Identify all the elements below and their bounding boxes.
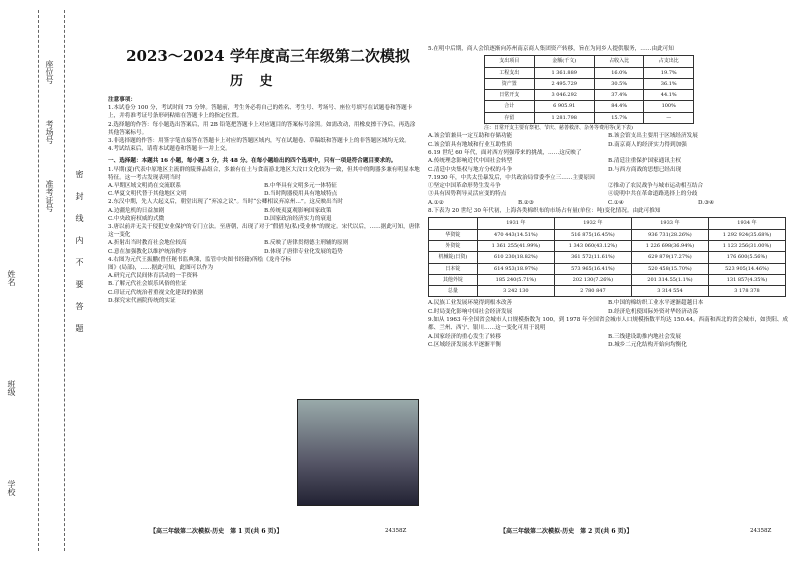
notes-heading: 注意事项： [108,97,136,103]
notes-block [108,96,420,305]
options-9: A.国家经济的重心发生了转移 B.三线建设助推内地社会发展 C.区域经济发展水平逐渐平衡 D.城乡二元化结构开始向均衡化 [428,333,687,348]
code-right: 24358Z [750,528,772,534]
statements-7: ①坚定中国革命形势生发斗争 ②推动了农民战争与城市运动相互结合 ③具有因势利导灵活应变的特点 ④说明中共在革命道路选择上的分歧 [428,183,704,198]
question-7: 7.1930 年，中共太岳暴发后，中共政治局常委李立三……主要原因 [428,174,595,181]
name-label: 姓名 [7,270,16,286]
code-left: 24358Z [385,528,407,534]
seal-line [64,10,65,551]
q5-table: 支出项目 金额(千文) 占收入比 占支出比 工程支出 1 361.889 16.0% 19.7% 资产置 2 495.729 30.5% 36.1% 日常开支 3 046.292 37.4% 44.1% 合计 6 905.91 84.4% 100% 存留 1 281.798 15.7% — [484,55,694,124]
question-8: 8.下表为 20 世纪 30 年代初，上海各类棉织布的市场占有量(单位：吨)变化情况。由此可推知 [428,208,661,215]
options-8: A.民族工业发展环境得到根本改善 B.中国的棉纺织工业水平逐渐超越日本 C.时局变化影响中国社会经济发展 D.经济危机使国际外资对华经济动荡 [428,300,704,315]
question-2: 2.东汉中期，先人大起义后，朝堂出现了“弃凉之议”。当时“公卿相议弃凉州…”。这反映出当时 [108,199,343,206]
note-item: 1.本试卷分 100 分，考试时间 75 分钟。答题前，考生务必将自己的姓名、考生号、考场号、座位号填写在试题卷和答题卡上，并将准考证号条形码粘贴在答题卡上的指定位置。 [108,105,413,120]
options-7: A.①② B.②③ C.①④ D.③④ [428,199,715,206]
question-3: 3.唐以前并无关于侵犯安业保护的专门立法。至唐朝，出现了对于“假借见(私)受业林”的规定。宋代以后，……据此可知，唐律这一变化 [108,224,420,239]
options-5: A.该会馆兼具一定互助和存储功能 B.该会馆支出主要用于区域经济发展 C.该会馆具有地域和行业互助性质 D.南京商人的经济实力得到加强 [428,133,698,148]
options-6: A.传统理念影响近代中国社会转型 B.清廷注重保护国家通讯主权 C.清廷中央集权与地方分权的斗争 D.与西方商战的思想已经出现 [428,158,682,173]
options-4: A.研究元代民间体育活动的一手资料 B.了解元代社会娱乐风俗的佐证 C.印证元代统治者重视文化建设的依据 D.探究宋代画院传统的实证 [108,273,204,304]
section-heading: 一、选择题：本题共 16 小题，每小题 3 分，共 48 分。在每小题给出的四个选项中，只有一项是符合题目要求的。 [108,158,397,165]
school-label: 学校 [7,480,16,496]
question-1: 1.早期(夏)代表中原地区主流群的陵葬品组合，多兼有在土与食南游北地区大汶口文化较为一致，但其中的陶器多兼有明显本地特征。这一考古发现表明当时 [108,166,420,181]
class-label: 班级 [7,380,16,396]
question-9: 9.如从 1963 年全国省会城市人口规模指数为 100，到 1978 年全国省会城市人口规模指数平均达 150.44。西南和西北的省会城市，如贵阳、成都、兰州、西宁、银川……这一变化可用于说明 [428,317,789,332]
footer-left: 【高三年级第二次模拟·历史 第 1 页(共 6 页)】 [150,528,283,535]
seal-text: 密封线内不要答题 [75,170,84,346]
note-item: 4.考试结束后，请将本试题卷和答题卡一并上交。 [108,146,231,153]
exam-no-label: 准考证号 [45,180,54,212]
question-5: 5.在明中后期，商人会馆逐渐向苏州南京商人集团资产转移，旨在为同乡人提供服务，……由此可知 [428,46,674,52]
binding-margin [0,0,100,561]
options-2: A.边疆危机的日益加剧 B.传统夷夏观影响国家政策 C.中央政府权威的式微 D.国家政治经济实力的衰退 [108,207,332,222]
dragon-boat-painting [297,399,419,506]
note-item: 2.选择题的作答：每小题选出答案后，用 2B 铅笔把答题卡上对应题目的答案标号涂黑。如需改动，用橡皮擦干净后，再选涂其他答案标号。 [108,121,416,136]
seat-label: 座位号 [45,60,54,84]
seat-no-label: 考场号 [45,120,54,144]
question-6: 6.19 世纪 60 年代，面对西方列强带来的挑战，……这反映了 [428,149,582,156]
note-item: 3.非选择题的作答：用签字笔直接答在答题卡上对应的答题区域内，写在试题卷、草稿纸和答题卡上的非答题区域均无效。 [108,138,410,145]
exam-title: 2023～2024 学年度高三年级第二次模拟 [126,47,410,65]
q8-table: 1931 年 1932 年 1933 年 1934 年 华资锭 470 443(14.51%) 516 875(16.45%) 936 731(28.26%) 1 292 924(35.68%) 外资锭 1 361 255(41.99%) 1 343 060(43.12%) 1 226 698(36.94%) 1 123 256(31.00%) 机械锭(日资) 610 230(18.82%) 361 572(11.61%) 629 879(17.27%) 176 600(5.56%) 日本锭 614 953(18.97%) 573 965(16.41%) 520 458(15.70%) 523 905(14.46%) 其他外锭 185 240(5.71%) 202 130(7.26%) 201 314.55(1.1%) 131 857(4.35%) 总量 3 242 130 2 780 847 3 314 554 3 178 378 [428,217,786,297]
options-1: A.早期区域文明尚在交流联系 B.中华具有文明多元一体特征 C.华夏文明代替于其他地区文明 D.当时陶器使用具有地域特点 [108,183,338,198]
q5-note: 注：日常开支主要有祭祀、节庆、慈善救济、杂务等费用等(见下表) [484,125,633,132]
footer-right: 【高三年级第二次模拟·历史 第 2 页(共 6 页)】 [500,528,633,535]
subject-title: 历 史 [230,74,279,89]
question-4: 4.右图为元代王振鹏(曾任秘书监典簿，监管中央图书经籍)所绘《龙舟夺标图》(局部)，……据此可知，此图可以作为 [108,256,292,272]
cut-line [38,10,39,551]
options-3: A.折射出当时教育社会地位较高 B.反映了唐律贯彻德主刑辅的原则 C.意在加强教化以维护统治秩序 D.体现了唐律专业化发展的趋势 [108,240,349,255]
right-page [428,45,788,349]
